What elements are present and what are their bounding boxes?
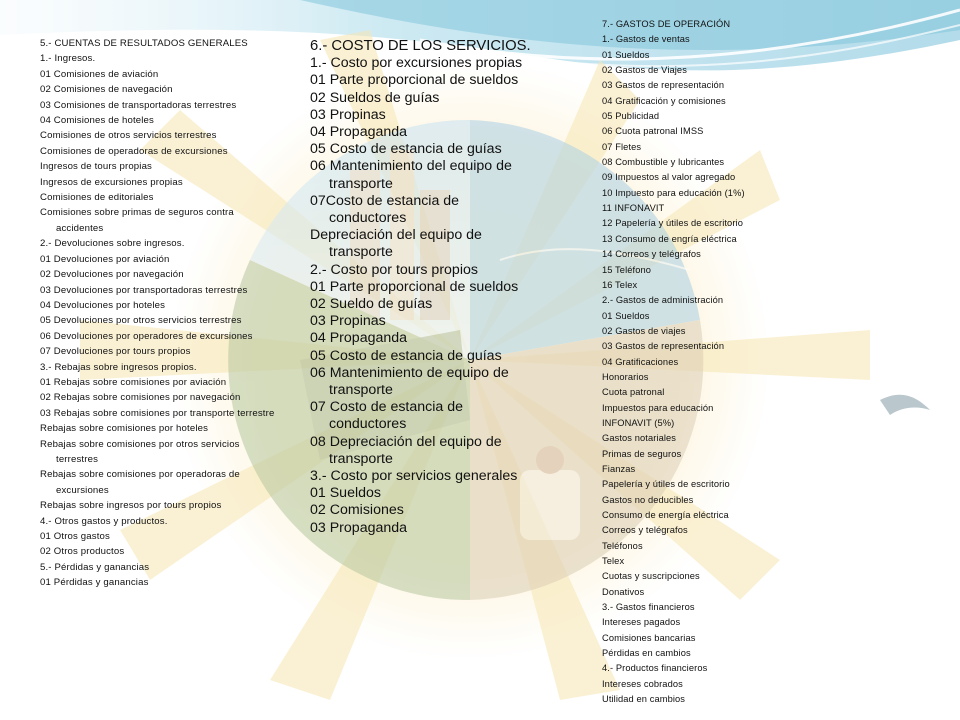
right-column-item: 13 Consumo de engría eléctrica: [602, 233, 737, 244]
middle-column-item: 05 Costo de estancia de guías: [310, 141, 502, 158]
left-column-item: 01 Otros gastos: [40, 531, 110, 542]
left-column-item: 06 Devoluciones por operadores de excursiones: [40, 330, 253, 342]
right-column-item: Comisiones bancarias: [602, 632, 696, 643]
right-column-item: 1.- Gastos de ventas: [602, 34, 690, 45]
left-column-item: 04 Comisiones de hoteles: [40, 115, 154, 127]
right-column-item: 05 Publicidad: [602, 111, 660, 122]
left-column-item: Ingresos de tours propias: [40, 161, 153, 173]
right-column-item: 4.- Productos financieros: [602, 663, 708, 674]
right-column-item: 14 Correos y telégrafos: [602, 249, 701, 260]
left-column-item: Comisiones de operadoras de excursiones: [40, 145, 228, 157]
right-column-item: Correos y telégrafos: [602, 525, 688, 536]
right-column-item: 3.- Gastos financieros: [602, 602, 695, 613]
right-column-item: 7.- GASTOS DE OPERACIÓN: [602, 19, 731, 29]
right-column-item: Honorarios: [602, 371, 649, 382]
right-column-item: Fianzas: [602, 463, 636, 474]
left-column-item: 3.- Rebajas sobre ingresos propios.: [40, 361, 197, 373]
right-column-item: 10 Impuesto para educación (1%): [602, 187, 745, 198]
middle-column-item: 06 Mantenimiento de equipo de transporte: [310, 364, 509, 399]
left-column-item: 02 Devoluciones por navegación: [40, 269, 184, 281]
middle-column-item: 02 Sueldos de guías: [310, 89, 440, 106]
middle-column-item: 02 Sueldo de guías: [310, 296, 433, 313]
left-column-item: 5.- Pérdidas y ganancias: [40, 561, 150, 573]
right-column-item: 01 Sueldos: [602, 49, 650, 60]
right-column-item: Consumo de energía eléctrica: [602, 510, 729, 520]
middle-column-account-list: [310, 38, 532, 537]
left-column-item: 5.- CUENTAS DE RESULTADOS GENERALES: [40, 38, 248, 49]
middle-column-item: 03 Propinas: [310, 313, 386, 330]
middle-column-item: 05 Costo de estancia de guías: [310, 347, 502, 364]
right-column-item: Cuotas y suscripciones: [602, 571, 700, 582]
left-column-item: 01 Pérdidas y ganancias: [40, 577, 149, 589]
middle-column-item: 01 Sueldos: [310, 485, 381, 502]
right-column-item: 12 Papelería y útiles de escritorio: [602, 218, 743, 229]
left-column-item: 1.- Ingresos.: [40, 53, 96, 65]
left-column-item: 01 Comisiones de aviación: [40, 68, 159, 80]
right-column-item: 08 Combustible y lubricantes: [602, 157, 725, 168]
left-column-item: Rebajas sobre comisiones por hoteles: [40, 423, 209, 435]
right-column-item: 04 Gratificaciones: [602, 356, 679, 367]
right-column-item: 02 Gastos de viajes: [602, 325, 686, 336]
left-column-item: 05 Devoluciones por otros servicios terrestres: [40, 315, 242, 327]
middle-column-item: 1.- Costo por excursiones propias: [310, 55, 523, 72]
middle-column-item: 06 Mantenimiento del equipo de transporte: [310, 158, 512, 192]
right-column-item: Cuota patronal: [602, 387, 665, 398]
left-column-item: 03 Rebajas sobre comisiones por transporte terrestre: [40, 407, 275, 419]
left-column-item: Comisiones de otros servicios terrestres: [40, 130, 217, 142]
right-column-item: 03 Gastos de representación: [602, 80, 725, 91]
middle-column-item: 04 Propaganda: [310, 124, 408, 141]
middle-column-item: 07 Costo de estancia de conductores: [310, 399, 464, 433]
right-column-item: Gastos notariales: [602, 433, 677, 444]
right-column-item: Pérdidas en cambios: [602, 648, 691, 659]
right-column-item: 15 Teléfono: [602, 264, 652, 275]
left-column-item: Ingresos de excursiones propias: [40, 176, 183, 188]
middle-column-item: Depreciación del equipo de transporte: [310, 227, 482, 261]
right-column-item: INFONAVIT (5%): [602, 417, 675, 428]
left-column-item: 03 Comisiones de transportadoras terrestres: [40, 99, 237, 111]
right-column-item: Gastos no deducibles: [602, 494, 694, 505]
left-column-item: 01 Devoluciones por aviación: [40, 253, 170, 265]
left-column-item: Comisiones sobre primas de seguros contra accidentes: [40, 207, 234, 234]
left-column-item: 2.- Devoluciones sobre ingresos.: [40, 238, 185, 250]
left-column-item: Comisiones de editoriales: [40, 192, 154, 204]
left-column-item: 4.- Otros gastos y productos.: [40, 515, 168, 527]
middle-column-item: 3.- Costo por servicios generales: [310, 468, 518, 485]
right-column-item: Impuestos para educación: [602, 402, 714, 413]
middle-column-item: 08 Depreciación del equipo de transporte: [310, 433, 502, 467]
right-column-item: 07 Fletes: [602, 141, 642, 152]
right-column-item: 2.- Gastos de administración: [602, 295, 724, 306]
left-column-item: 02 Otros productos: [40, 546, 125, 558]
right-column-item: Donativos: [602, 586, 645, 597]
right-column-item: Papelería y útiles de escritorio: [602, 479, 730, 490]
middle-column-item: 03 Propinas: [310, 106, 386, 123]
left-column-item: 01 Rebajas sobre comisiones por aviación: [40, 376, 227, 388]
right-column-item: Teléfonos: [602, 540, 643, 551]
right-column-item: Telex: [602, 556, 625, 567]
middle-column-item: 07Costo de estancia de conductores: [310, 192, 460, 227]
middle-column-item: 6.- COSTO DE LOS SERVICIOS.: [310, 38, 531, 54]
right-column-item: Primas de seguros: [602, 448, 682, 459]
right-column-item: Intereses pagados: [602, 617, 681, 628]
right-column-item: 01 Sueldos: [602, 310, 650, 321]
left-column-item: 03 Devoluciones por transportadoras terrestres: [40, 284, 248, 296]
left-column-item: 07 Devoluciones por tours propios: [40, 346, 191, 358]
left-column-item: Rebajas sobre comisiones por operadoras de excursiones: [40, 469, 240, 496]
middle-column-item: 03 Propaganda: [310, 519, 408, 536]
right-column-account-list: [602, 17, 802, 707]
right-column-item: Utilidad en cambios: [602, 694, 686, 705]
right-column-item: 09 Impuestos al valor agregado: [602, 172, 736, 183]
left-column-item: Rebajas sobre ingresos por tours propios: [40, 500, 222, 512]
right-column-item: 02 Gastos de Viajes: [602, 65, 687, 76]
right-column-item: 04 Gratificación y comisiones: [602, 95, 726, 106]
left-column-item: Rebajas sobre comisiones por otros servicios terrestres: [40, 438, 240, 465]
left-column-item: 02 Rebajas sobre comisiones por navegación: [40, 392, 241, 404]
right-column-item: 16 Telex: [602, 279, 638, 290]
left-column-item: 02 Comisiones de navegación: [40, 84, 173, 96]
right-column-item: 11 INFONAVIT: [602, 203, 665, 214]
middle-column-item: 04 Propaganda: [310, 330, 408, 347]
right-column-item: 03 Gastos de representación: [602, 341, 725, 352]
right-column-item: 06 Cuota patronal IMSS: [602, 126, 704, 137]
left-column-item: 04 Devoluciones por hoteles: [40, 299, 166, 311]
middle-column-item: 01 Parte proporcional de sueldos: [310, 278, 519, 295]
right-column-item: Intereses cobrados: [602, 678, 683, 689]
middle-column-item: 02 Comisiones: [310, 502, 404, 519]
left-column-account-list: [40, 36, 280, 591]
middle-column-item: 01 Parte proporcional de sueldos: [310, 72, 519, 89]
middle-column-item: 2.- Costo por tours propios: [310, 261, 478, 278]
